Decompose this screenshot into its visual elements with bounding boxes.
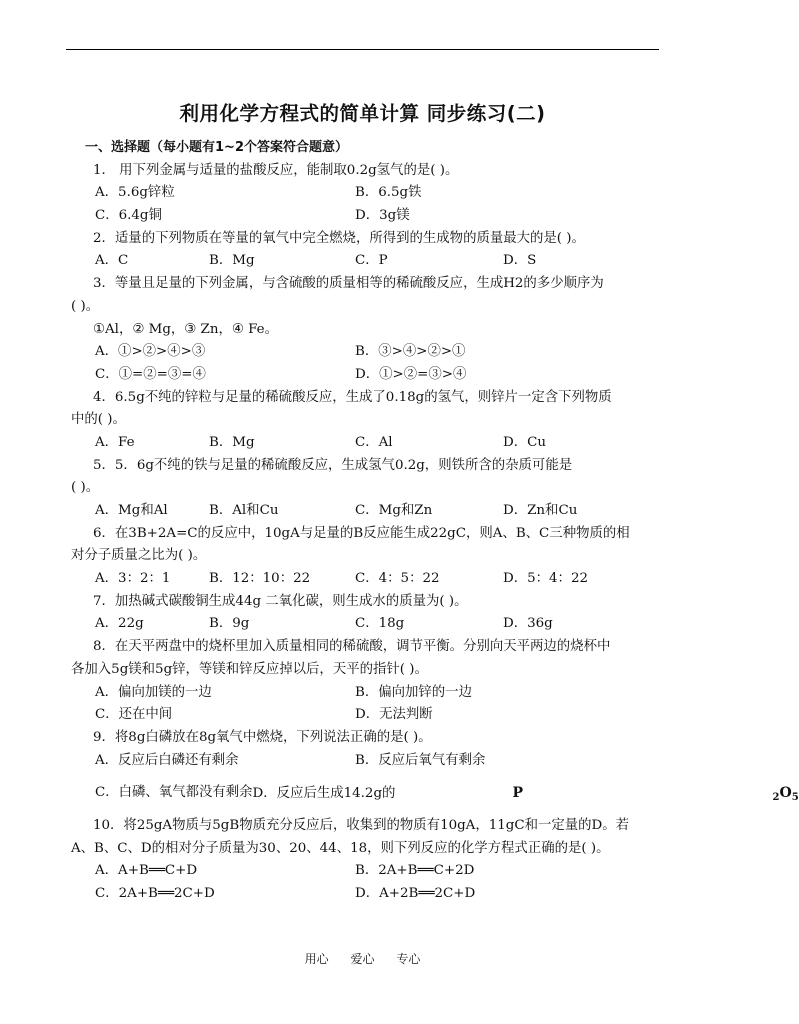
footer-word: 爱心 <box>350 952 375 966</box>
question-6-stem: 6．在3B+2A=C的反应中，10gA与足量的B反应能生成22gC，则A、B、C三种物质的相 <box>93 525 630 541</box>
question-8-options <box>71 682 661 705</box>
option-c: C．P <box>355 253 388 269</box>
option-b: B．偏向加锌的一边 <box>355 684 472 700</box>
option-a: A．偏向加镁的一边 <box>95 684 212 700</box>
question-3-stem: 3．等量且足量的下列金属，与含硫酸的质量相等的稀硫酸反应，生成H2的多少顺序为 <box>93 276 604 292</box>
option-a: A．A+B══C+D <box>95 863 198 879</box>
question-9-options <box>71 750 661 773</box>
page-footer <box>0 950 725 967</box>
question-5-stem-cont: ( )。 <box>71 480 100 496</box>
question-4-options <box>71 432 661 455</box>
question-5-options <box>71 500 661 523</box>
question-2-stem: 2．适量的下列物质在等量的氧气中完全燃烧，所得到的生成物的质量最大的是( )。 <box>93 230 585 246</box>
option-b: B．9g <box>209 616 250 632</box>
question-4-stem: 4．6.5g不纯的锌粒与足量的稀硫酸反应，生成了0.18g的氢气，则锌片一定含下列物质 <box>93 389 612 405</box>
option-b: B．6.5g铁 <box>355 185 422 201</box>
option-c: C．还在中间 <box>95 707 173 723</box>
option-a: A．C <box>95 253 129 269</box>
option-d: D．A+2B══2C+D <box>355 886 476 901</box>
option-d: D．无法判断 <box>355 707 433 723</box>
question-1-options <box>71 182 661 205</box>
question-10-options <box>71 883 661 906</box>
question-7-options <box>71 613 661 636</box>
option-a: A．①>②>④>③ <box>95 344 206 360</box>
option-b: B．Mg <box>209 253 255 269</box>
option-c: C．18g <box>355 616 405 632</box>
option-b: B．反应后氧气有剩余 <box>355 752 486 768</box>
section-heading: 一、选择题（每小题有1~2个答案符合题意） <box>85 140 348 155</box>
option-c: C．2A+B══2C+D <box>95 886 215 901</box>
option-d: D．反应后生成14.2g的 P $_2O_5$ <box>252 785 799 804</box>
option-c: C．4：5：22 <box>355 571 440 587</box>
option-a: A．22g <box>95 616 144 632</box>
question-6-options <box>71 568 661 591</box>
question-6-stem-cont: 对分子质量之比为( )。 <box>71 548 207 564</box>
question-3-stem-cont: ( )。 <box>71 298 100 314</box>
option-b: B．2A+B══C+2D <box>355 863 475 879</box>
option-d: D．Cu <box>503 434 546 450</box>
option-a: A．3：2：1 <box>95 571 171 587</box>
option-b: B．Mg <box>209 434 255 450</box>
option-d: D．①>②=③>④ <box>355 366 467 382</box>
option-a: A．反应后白磷还有剩余 <box>95 752 239 768</box>
question-8-stem: 8．在天平两盘中的烧杯里加入质量相同的稀硫酸，调节平衡。分别向天平两边的烧杯中 <box>93 639 611 655</box>
question-8-stem-cont: 各加入5g镁和5g锌，等镁和锌反应掉以后，天平的指针( )。 <box>71 661 428 677</box>
question-3-options <box>71 364 661 387</box>
question-5-stem: 5．5．6g不纯的铁与足量的稀硫酸反应，生成氢气0.2g，则铁所含的杂质可能是 <box>93 457 573 473</box>
question-1-options <box>71 205 661 228</box>
header-rule <box>66 49 659 50</box>
option-c: C．6.4g铜 <box>95 208 162 224</box>
question-7-stem: 7．加热碱式碳酸铜生成44g 二氧化碳，则生成水的质量为( )。 <box>93 593 468 609</box>
option-b: B．12：10：22 <box>209 571 311 587</box>
option-c: C．白磷、氧气都没有剩余 <box>95 785 253 801</box>
option-a: A．Fe <box>95 434 135 450</box>
footer-word: 专心 <box>396 952 421 966</box>
page-title: 利用化学方程式的简单计算 同步练习(二) <box>179 102 546 125</box>
question-9-options <box>71 782 799 805</box>
question-list <box>71 137 799 906</box>
question-9-stem: 9．将8g白磷放在8g氧气中燃烧，下列说法正确的是( )。 <box>93 729 432 745</box>
question-3-metals: ①Al，② Mg，③ Zn，④ Fe。 <box>93 321 278 337</box>
option-c: C．Al <box>355 434 393 450</box>
option-d: D．Zn和Cu <box>503 503 578 518</box>
question-10-options <box>71 860 661 883</box>
option-d: D．S <box>503 253 537 269</box>
question-4-stem-cont: 中的( )。 <box>71 412 126 428</box>
question-10-stem-cont: A、B、C、D的相对分子质量为30、20、44、18，则下列反应的化学方程式正确的是( )。 <box>71 840 610 856</box>
p2o5-formula: P $_2O_5$ <box>512 785 799 804</box>
option-b: B．Al和Cu <box>209 503 279 518</box>
option-a: A．5.6g锌粒 <box>95 185 175 201</box>
option-d: D．5：4：22 <box>503 571 588 587</box>
question-10-stem: 10．将25gA物质与5gB物质充分反应后，收集到的物质有10gA，11gC和一定量的D。若 <box>93 817 630 833</box>
option-a: A．Mg和Al <box>95 503 168 518</box>
option-d: D．3g镁 <box>355 208 410 224</box>
option-d: D．36g <box>503 616 553 632</box>
option-b: B．③>④>②>① <box>355 344 466 360</box>
footer-word: 用心 <box>304 952 329 966</box>
question-3-options <box>71 341 661 364</box>
option-c: C．①=②=③=④ <box>95 366 206 382</box>
question-1-stem: 1． 用下列金属与适量的盐酸反应，能制取0.2g氢气的是( )。 <box>93 162 459 178</box>
question-8-options <box>71 704 661 727</box>
option-c: C．Mg和Zn <box>355 503 433 518</box>
question-2-options <box>71 250 661 273</box>
